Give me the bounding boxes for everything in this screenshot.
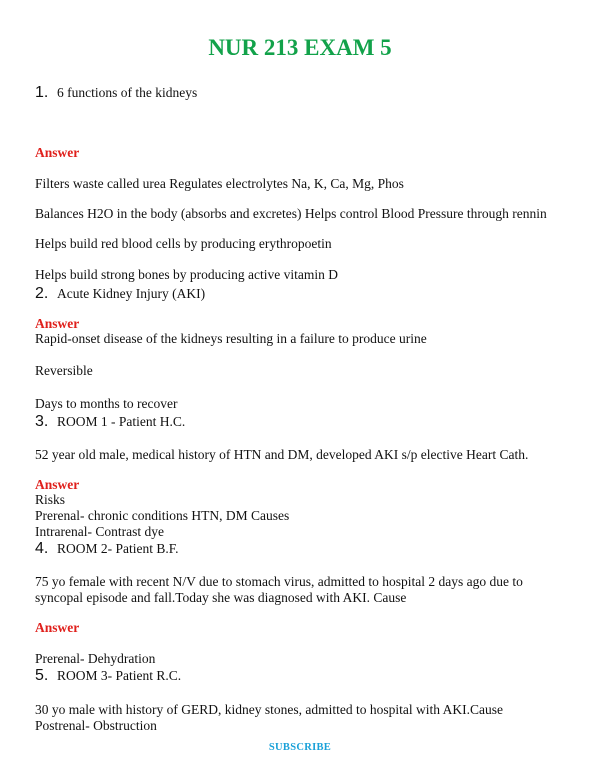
answer-line: Balances H2O in the body (absorbs and excretes) Helps control Blood Pressure through rennin — [35, 206, 547, 221]
question-text: ROOM 3- Patient R.C. — [57, 668, 182, 683]
subscribe-link[interactable]: SUBSCRIBE — [268, 742, 332, 753]
body-line: 30 yo male with history of GERD, kidney stones, admitted to hospital with AKI.Cause — [35, 702, 503, 717]
answer-label: Answer — [35, 145, 80, 160]
body-line: Postrenal- Obstruction — [35, 718, 157, 733]
question-4 — [35, 540, 179, 558]
question-1 — [35, 84, 197, 102]
answer-line: Risks — [35, 492, 66, 507]
body-line: syncopal episode and fall.Today she was diagnosed with AKI. Cause — [35, 590, 407, 605]
question-number: 1. — [35, 84, 49, 101]
answer-line: Rapid-onset disease of the kidneys resulting in a failure to produce urine — [35, 331, 427, 346]
question-text: Acute Kidney Injury (AKI) — [57, 286, 206, 301]
answer-line: Intrarenal- Contrast dye — [35, 524, 164, 539]
question-3 — [35, 413, 185, 431]
answer-label: Answer — [35, 316, 80, 331]
answer-line: Prerenal- chronic conditions HTN, DM Causes — [35, 508, 290, 523]
question-number: 5. — [35, 667, 49, 684]
question-text: ROOM 1 - Patient H.C. — [57, 414, 186, 429]
question-number: 4. — [35, 540, 49, 557]
answer-label: Answer — [35, 477, 80, 492]
body-line: 75 yo female with recent N/V due to stomach virus, admitted to hospital 2 days ago due to — [35, 574, 523, 589]
question-number: 3. — [35, 413, 49, 430]
answer-line: Filters waste called urea Regulates electrolytes Na, K, Ca, Mg, Phos — [35, 176, 404, 191]
question-2 — [35, 285, 205, 303]
answer-line: Helps build strong bones by producing active vitamin D — [35, 267, 338, 282]
question-number: 2. — [35, 285, 49, 302]
question-text: ROOM 2- Patient B.F. — [57, 541, 179, 556]
answer-line: Helps build red blood cells by producing erythropoetin — [35, 236, 332, 251]
question-5 — [35, 667, 181, 685]
answer-line: Days to months to recover — [35, 396, 178, 411]
answer-line: Reversible — [35, 363, 93, 378]
body-line: 52 year old male, medical history of HTN and DM, developed AKI s/p elective Heart Cath. — [35, 447, 529, 462]
answer-line: Prerenal- Dehydration — [35, 651, 156, 666]
page-title: NUR 213 EXAM 5 — [208, 35, 392, 60]
answer-label: Answer — [35, 620, 80, 635]
question-text: 6 functions of the kidneys — [57, 85, 198, 100]
